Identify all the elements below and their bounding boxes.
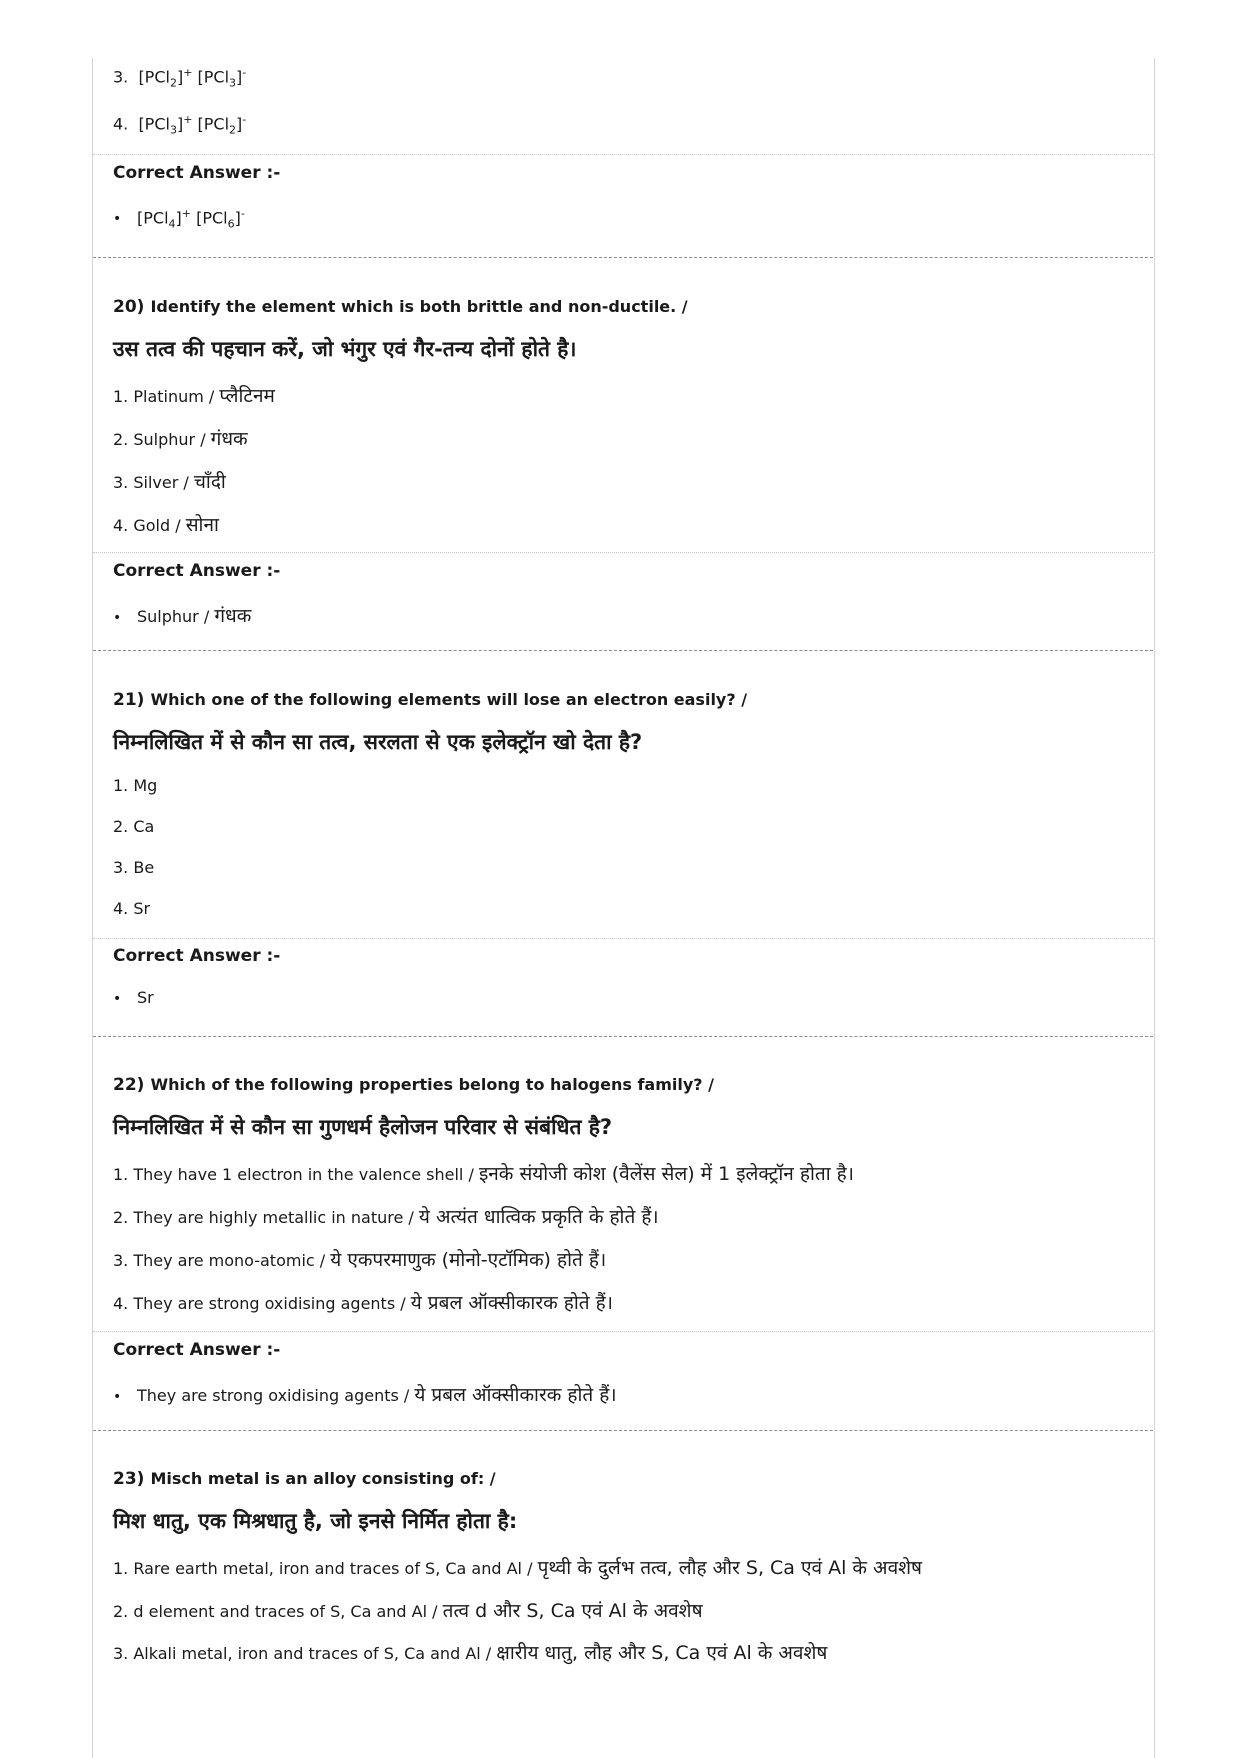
q20-answer: • Sulphur / गंधक xyxy=(113,602,251,628)
q21-correct-label: Correct Answer :- xyxy=(113,946,281,966)
q22-question-en: 22) Which of the following properties belong to halogens family? / xyxy=(113,1075,714,1095)
q23-option-1: 1. Rare earth metal, iron and traces of S, Ca and Al / पृथ्वी के दुर्लभ तत्व, लौह और S, Ca एवं Al के अवशेष xyxy=(113,1557,923,1579)
q23-question-en: 23) Misch metal is an alloy consisting of: / xyxy=(113,1469,496,1489)
q19-correct-label: Correct Answer :- xyxy=(113,163,281,183)
q22-number: 22) xyxy=(113,1075,145,1095)
q21-option-1: 1. Mg xyxy=(113,776,158,795)
q22-question-hi: निम्नलिखित में से कौन सा गुणधर्म हैलोजन परिवार से संबंधित है? xyxy=(113,1115,613,1139)
q21-answer: • Sr xyxy=(113,988,154,1007)
q21-option-3: 3. Be xyxy=(113,858,155,877)
q21-option-2: 2. Ca xyxy=(113,817,155,836)
q20-number: 20) xyxy=(113,297,145,317)
q22-option-2: 2. They are highly metallic in nature / ये अत्यंत धात्विक प्रकृति के होते हैं। xyxy=(113,1206,659,1228)
q20-option-3: 3. Silver / चाँदी xyxy=(113,471,226,493)
q20-question-hi: उस तत्व की पहचान करें, जो भंगुर एवं गैर-तन्य दोनों होते है। xyxy=(113,337,577,361)
q22-option-3: 3. They are mono-atomic / ये एकपरमाणुक (मोनो-एटॉमिक) होते हैं। xyxy=(113,1249,607,1271)
q19-answer: • [PCl$_4$]+ [PCl$_6$]- xyxy=(113,207,245,231)
q19-option-4: 4. [PCl$_3$]+ [PCl$_2$]- xyxy=(113,113,247,137)
q20-option-2: 2. Sulphur / गंधक xyxy=(113,428,248,450)
q20-question-en: 20) Identify the element which is both brittle and non-ductile. / xyxy=(113,297,688,317)
q21-number: 21) xyxy=(113,690,145,710)
q21-question-en: 21) Which one of the following elements will lose an electron easily? / xyxy=(113,690,748,710)
q20-option-1: 1. Platinum / प्लैटिनम xyxy=(113,385,275,407)
q23-option-3: 3. Alkali metal, iron and traces of S, Ca and Al / क्षारीय धातु, लौह और S, Ca एवं Al के अवशेष xyxy=(113,1642,828,1664)
q22-correct-label: Correct Answer :- xyxy=(113,1340,281,1360)
q20-option-4: 4. Gold / सोना xyxy=(113,514,219,536)
q22-option-1: 1. They have 1 electron in the valence shell / इनके संयोजी कोश (वैलेंस सेल) में 1 इलेक्ट्रॉन होता है। xyxy=(113,1163,854,1185)
q20-correct-label: Correct Answer :- xyxy=(113,561,281,581)
q21-option-4: 4. Sr xyxy=(113,899,151,918)
q23-number: 23) xyxy=(113,1469,145,1489)
q23-question-hi: मिश धातु, एक मिश्रधातु है, जो इनसे निर्मित होता है: xyxy=(113,1509,518,1533)
q19-option-3: 3. [PCl$_2$]+ [PCl$_3$]- xyxy=(113,66,247,90)
q22-option-4: 4. They are strong oxidising agents / ये प्रबल ऑक्सीकारक होते हैं। xyxy=(113,1292,613,1314)
q22-answer: • They are strong oxidising agents / ये प्रबल ऑक्सीकारक होते हैं। xyxy=(113,1381,617,1407)
q23-option-2: 2. d element and traces of S, Ca and Al / तत्व d और S, Ca एवं Al के अवशेष xyxy=(113,1600,703,1622)
q21-question-hi: निम्नलिखित में से कौन सा तत्व, सरलता से एक इलेक्ट्रॉन खो देता है? xyxy=(113,730,643,754)
